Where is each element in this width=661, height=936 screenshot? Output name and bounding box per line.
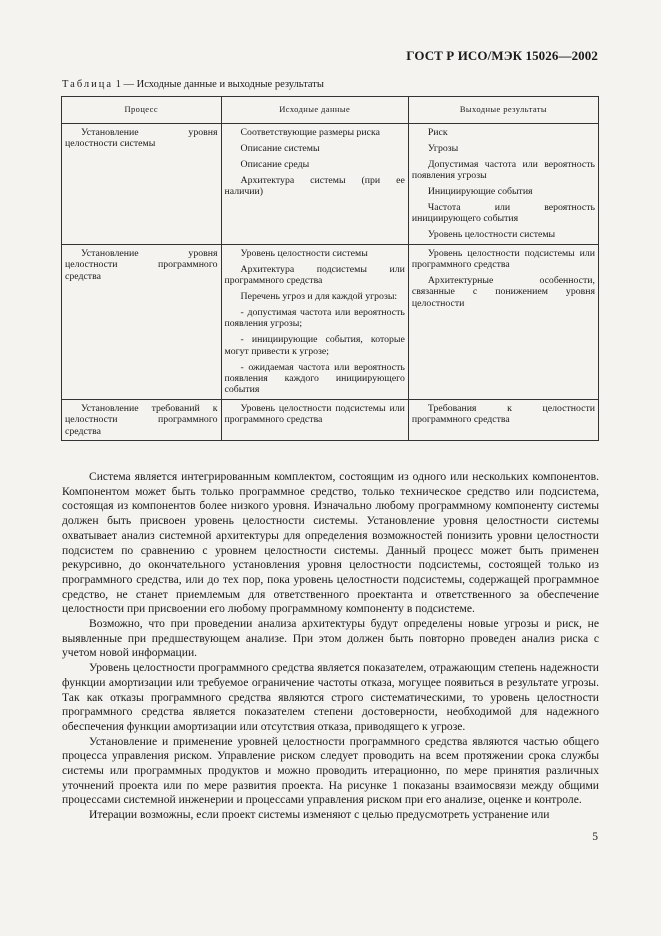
- column-header-outputs: Выходные результаты: [408, 97, 598, 124]
- outputs-cell: [408, 124, 598, 245]
- table-cell-text: Описание системы: [240, 142, 320, 154]
- table-cell-text: Частота или вероятность инициирующего события: [411, 202, 595, 225]
- table-cell-text: Архитектура подсистемы или программного средства: [224, 263, 405, 287]
- table-caption-label: Таблица: [62, 79, 114, 90]
- table-header-row: [62, 97, 599, 124]
- table-cell-text: - ожидаемая частота или вероятность появления каждого инициирующего события: [224, 361, 405, 396]
- table-body: [62, 124, 599, 441]
- table-cell-text: Уровень целостности подсистемы или программного средства: [224, 402, 405, 426]
- process-cell: [62, 124, 222, 245]
- column-header-inputs: Исходные данные: [221, 97, 408, 124]
- table-caption-title: 1 — Исходные данные и выходные результаты: [113, 79, 324, 90]
- table-cell-text: Угрозы: [427, 142, 459, 154]
- table-caption: [62, 79, 324, 90]
- page-number: 5: [592, 831, 598, 843]
- table-cell-text: Уровень целостности подсистемы или программного средства: [411, 247, 595, 271]
- table-cell-text: Перечень угроз и для каждой угрозы:: [240, 290, 398, 302]
- body-paragraph: Установление и применение уровней целостности программного средства являются частью общего процесса управления риском. Управление риском следует проводить на всем протяжении срока службы системы или программных продуктов и можно проводить итерационно, по мере принятия различных уточнений проекта или по мере развития проекта. На рисунке 1 показаны взаимосвязи между общими процессами системной инженерии и процессами управления риском при его анализе, оценке и контроле.: [62, 734, 599, 807]
- table-cell-text: Требования к целостности программного средства: [411, 402, 595, 426]
- process-cell: [62, 399, 222, 440]
- table-row: [62, 399, 599, 440]
- body-paragraph: Итерации возможны, если проект системы изменяют с целью предусмотреть устранение или: [89, 808, 550, 822]
- table-cell-text: Установление уровня целостности программного средства: [65, 247, 218, 282]
- table-cell-text: Установление требований к целостности программного средства: [65, 402, 218, 437]
- table-cell-text: - инициирующие события, которые могут привести к угрозе;: [224, 334, 405, 357]
- process-cell: [62, 244, 222, 399]
- table-cell-text: Уровень целостности системы: [240, 247, 368, 259]
- table-cell-text: Риск: [427, 127, 448, 138]
- column-header-process: Процесс: [62, 97, 222, 124]
- table-cell-text: Описание среды: [240, 158, 310, 170]
- inputs-cell: [221, 399, 408, 440]
- inputs-cell: [221, 244, 408, 399]
- table-cell-text: Допустимая частота или вероятность появления угрозы: [411, 158, 595, 182]
- table-cell-text: - допустимая частота или вероятность появления угрозы;: [224, 306, 405, 330]
- table-cell-text: Архитектура системы (при ее наличии): [224, 174, 405, 198]
- body-paragraph: Возможно, что при проведении анализа архитектуры будут определены новые угрозы и риск, не выявленные при предшествующем анализе. При этом должен быть повторно проведен анализ риска с учетом новой информации.: [62, 617, 599, 660]
- inputs-cell: [221, 124, 408, 245]
- outputs-cell: [408, 244, 598, 399]
- table-cell-text: Инициирующие события: [427, 186, 533, 198]
- data-table: [61, 96, 599, 441]
- body-text: [62, 470, 599, 823]
- table-cell-text: Архитектурные особенности, связанные с понижением уровня целостности: [411, 275, 595, 309]
- body-paragraph: Уровень целостности программного средства является показателем, отражающим степень надежности функции амортизации или требуемое ограничение частоты отказа, могущее появиться в результате угрозы. Так как отказы программного средства являются строго систематическими, то уровень целостности программного средства является показателем степени достоверности, необходимой для надежного обеспечения функции амортизации или отсутствия отказа, приводящего к угрозе.: [62, 661, 599, 733]
- table-row: [62, 244, 599, 399]
- outputs-cell: [408, 399, 598, 440]
- table-row: [62, 124, 599, 245]
- document-code: ГОСТ Р ИСО/МЭК 15026—2002: [406, 48, 598, 63]
- table-cell-text: Установление уровня целостности системы: [65, 127, 218, 150]
- table-cell-text: Соответствующие размеры риска: [240, 127, 380, 138]
- body-paragraph: Система является интегрированным комплектом, состоящим из одного или нескольких компонентов. Компонентом может быть только программное средство, только техническое средство или подсистема, состоящая из компонентов более низкого уровня. Изначально любому программному компоненту системы должен быть присвоен уровень целостности системы. Установление уровня целостности системы охватывает анализ системной архитектуры для определения возможностей понизить уровни целостности подсистем по сравнению с уровнем целостности системы. Данный процесс может быть применен рекурсивно, до окончательного установления уровня целостности подсистемы, состоящей только из программного средства, или до тех пор, пока уровень целостности подсистемы, содержащей программное средство, не станет приемлемым для ответственного проектанта и ответственного за обеспечение целостности при присвоении его любому программному компоненту в подсистеме.: [62, 470, 599, 616]
- table-cell-text: Уровень целостности системы: [427, 229, 556, 241]
